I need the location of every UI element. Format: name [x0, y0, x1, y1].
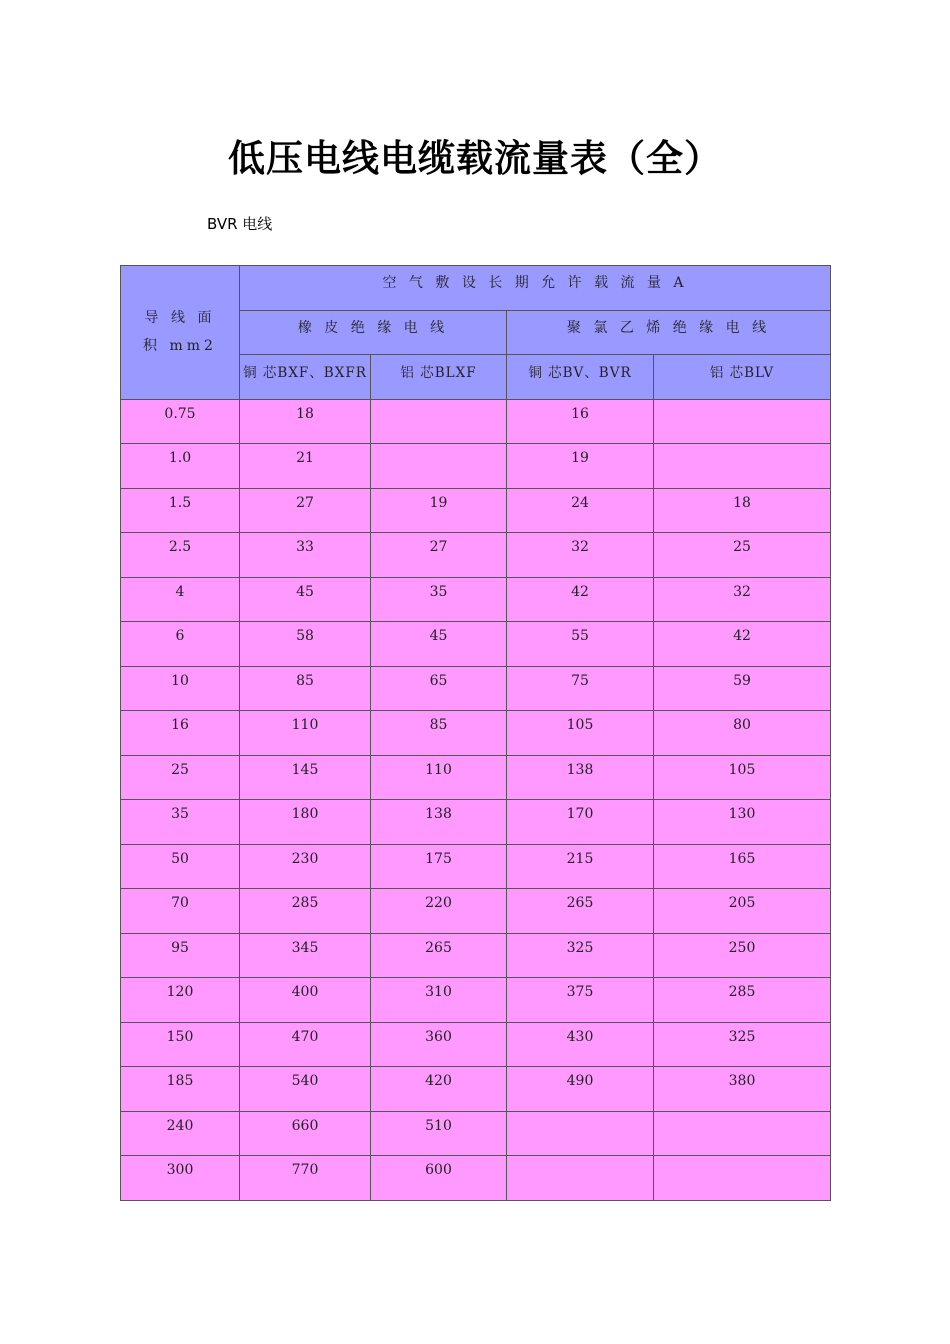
cell-pvc-copper: 55 [507, 622, 654, 667]
cell-pvc-aluminum: 130 [654, 800, 831, 845]
cell-rubber-copper: 540 [240, 1067, 371, 1112]
cell-pvc-aluminum: 325 [654, 1022, 831, 1067]
cell-rubber-aluminum: 265 [371, 933, 507, 978]
cell-rubber-aluminum: 85 [371, 711, 507, 756]
cell-pvc-aluminum: 165 [654, 844, 831, 889]
page-title: 低压电线电缆载流量表（全） [228, 137, 722, 180]
cell-cross-section: 35 [121, 800, 240, 845]
header-row-group [121, 266, 831, 311]
cell-rubber-copper: 285 [240, 889, 371, 934]
cell-pvc-aluminum: 250 [654, 933, 831, 978]
cell-cross-section: 240 [121, 1111, 240, 1156]
cell-pvc-aluminum [654, 1156, 831, 1201]
rubber-insulated-header: 橡 皮 绝 缘 电 线 [240, 310, 507, 355]
cell-pvc-aluminum: 80 [654, 711, 831, 756]
cell-pvc-copper: 325 [507, 933, 654, 978]
cell-rubber-aluminum: 360 [371, 1022, 507, 1067]
table-row [121, 1022, 831, 1067]
cell-rubber-aluminum: 310 [371, 978, 507, 1023]
cell-rubber-copper: 110 [240, 711, 371, 756]
col-pvc-copper: 铜 芯BV、BVR [507, 355, 654, 400]
cell-pvc-copper [507, 1111, 654, 1156]
cell-pvc-copper: 105 [507, 711, 654, 756]
cell-rubber-copper: 230 [240, 844, 371, 889]
cell-pvc-copper: 32 [507, 533, 654, 578]
table-row [121, 577, 831, 622]
cell-rubber-aluminum: 600 [371, 1156, 507, 1201]
cell-cross-section: 185 [121, 1067, 240, 1112]
cell-cross-section: 16 [121, 711, 240, 756]
table-row [121, 1111, 831, 1156]
cell-cross-section: 25 [121, 755, 240, 800]
cell-rubber-aluminum: 45 [371, 622, 507, 667]
cell-pvc-copper: 75 [507, 666, 654, 711]
cell-pvc-copper: 265 [507, 889, 654, 934]
table-row [121, 844, 831, 889]
table-row [121, 666, 831, 711]
cell-pvc-aluminum [654, 1111, 831, 1156]
cell-rubber-aluminum: 65 [371, 666, 507, 711]
cell-pvc-aluminum: 18 [654, 488, 831, 533]
cell-pvc-copper: 24 [507, 488, 654, 533]
cell-rubber-copper: 45 [240, 577, 371, 622]
cell-rubber-aluminum: 220 [371, 889, 507, 934]
table-row [121, 711, 831, 756]
cell-rubber-aluminum: 138 [371, 800, 507, 845]
cross-section-header [121, 266, 240, 400]
air-laying-header: 空 气 敷 设 长 期 允 许 载 流 量 A [240, 266, 831, 311]
cell-cross-section: 150 [121, 1022, 240, 1067]
cell-pvc-aluminum: 59 [654, 666, 831, 711]
cell-pvc-aluminum: 25 [654, 533, 831, 578]
cross-section-label-line2: 积 mm2 [143, 338, 217, 355]
cell-rubber-copper: 18 [240, 399, 371, 444]
cell-rubber-aluminum [371, 399, 507, 444]
cell-cross-section: 95 [121, 933, 240, 978]
cell-rubber-copper: 470 [240, 1022, 371, 1067]
section-subtitle: BVR 电线 [207, 215, 273, 233]
cell-rubber-aluminum: 175 [371, 844, 507, 889]
cell-pvc-aluminum: 42 [654, 622, 831, 667]
cell-pvc-copper: 490 [507, 1067, 654, 1112]
cell-rubber-copper: 345 [240, 933, 371, 978]
cell-pvc-copper: 375 [507, 978, 654, 1023]
ampacity-table [120, 265, 831, 1201]
cell-cross-section: 70 [121, 889, 240, 934]
cell-pvc-aluminum [654, 444, 831, 489]
cell-rubber-copper: 660 [240, 1111, 371, 1156]
cell-rubber-copper: 85 [240, 666, 371, 711]
cell-rubber-copper: 400 [240, 978, 371, 1023]
table-row [121, 488, 831, 533]
table-row [121, 1156, 831, 1201]
cell-cross-section: 300 [121, 1156, 240, 1201]
cell-rubber-copper: 58 [240, 622, 371, 667]
col-rubber-copper: 铜 芯BXF、BXFR [240, 355, 371, 400]
cell-rubber-copper: 33 [240, 533, 371, 578]
table-row [121, 889, 831, 934]
table-row [121, 755, 831, 800]
cell-pvc-copper: 138 [507, 755, 654, 800]
cell-pvc-copper: 19 [507, 444, 654, 489]
table-row [121, 533, 831, 578]
cell-rubber-aluminum: 110 [371, 755, 507, 800]
col-pvc-aluminum: 铝 芯BLV [654, 355, 831, 400]
cell-pvc-copper: 430 [507, 1022, 654, 1067]
cell-pvc-aluminum: 285 [654, 978, 831, 1023]
cell-cross-section: 1.0 [121, 444, 240, 489]
cell-pvc-copper: 42 [507, 577, 654, 622]
cell-pvc-copper [507, 1156, 654, 1201]
table-row [121, 622, 831, 667]
table-row [121, 978, 831, 1023]
table-row [121, 1067, 831, 1112]
cell-cross-section: 4 [121, 577, 240, 622]
cell-pvc-copper: 170 [507, 800, 654, 845]
cell-cross-section: 120 [121, 978, 240, 1023]
cell-pvc-aluminum [654, 399, 831, 444]
cell-cross-section: 50 [121, 844, 240, 889]
cell-cross-section: 0.75 [121, 399, 240, 444]
cell-cross-section: 2.5 [121, 533, 240, 578]
col-rubber-aluminum: 铝 芯BLXF [371, 355, 507, 400]
table-row [121, 399, 831, 444]
cell-pvc-aluminum: 380 [654, 1067, 831, 1112]
cell-rubber-copper: 21 [240, 444, 371, 489]
cell-pvc-aluminum: 205 [654, 889, 831, 934]
cell-pvc-copper: 215 [507, 844, 654, 889]
ampacity-table-body [121, 266, 831, 1201]
cell-rubber-aluminum: 35 [371, 577, 507, 622]
cell-rubber-aluminum: 420 [371, 1067, 507, 1112]
cell-pvc-aluminum: 105 [654, 755, 831, 800]
table-row [121, 444, 831, 489]
cell-pvc-copper: 16 [507, 399, 654, 444]
cell-rubber-copper: 770 [240, 1156, 371, 1201]
cell-rubber-copper: 145 [240, 755, 371, 800]
cell-rubber-aluminum: 510 [371, 1111, 507, 1156]
cell-cross-section: 10 [121, 666, 240, 711]
cell-rubber-aluminum [371, 444, 507, 489]
cell-cross-section: 6 [121, 622, 240, 667]
cell-pvc-aluminum: 32 [654, 577, 831, 622]
cell-rubber-aluminum: 27 [371, 533, 507, 578]
cell-rubber-copper: 27 [240, 488, 371, 533]
table-row [121, 800, 831, 845]
cell-rubber-copper: 180 [240, 800, 371, 845]
cross-section-label-line1: 导 线 面 [144, 310, 216, 327]
pvc-insulated-header: 聚 氯 乙 烯 绝 缘 电 线 [507, 310, 831, 355]
cell-cross-section: 1.5 [121, 488, 240, 533]
cell-rubber-aluminum: 19 [371, 488, 507, 533]
table-row [121, 933, 831, 978]
